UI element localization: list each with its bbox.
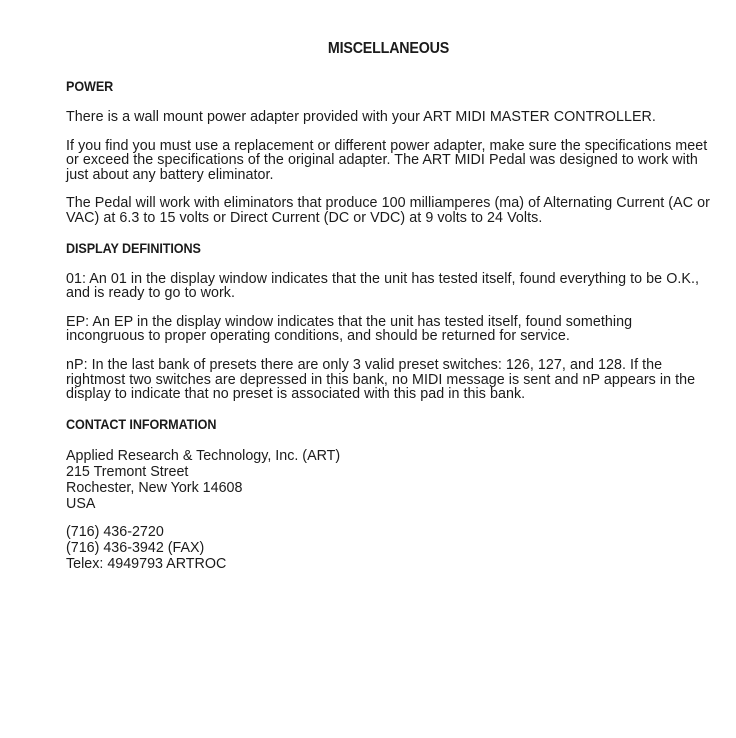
display-definition-np: nP: In the last bank of presets there are only 3 valid preset switches: 126, 127, and 128. If the rightmost two switches are depressed in this bank, no MIDI message is sent and nP appears in the display to indicate that no preset is associated with this pad in this bank. bbox=[66, 356, 696, 403]
contact-address bbox=[66, 448, 711, 512]
address-line: USA bbox=[66, 495, 96, 512]
power-section bbox=[66, 78, 711, 226]
document-page bbox=[66, 40, 711, 584]
contact-section bbox=[66, 416, 711, 572]
address-line: Rochester, New York 14608 bbox=[66, 479, 243, 496]
address-line: Applied Research & Technology, Inc. (ART) bbox=[66, 447, 341, 464]
page-title: MISCELLANEOUS bbox=[327, 40, 450, 57]
telex-line: Telex: 4949793 ARTROC bbox=[66, 555, 227, 572]
display-definition-ep: EP: An EP in the display window indicates that the unit has tested itself, found something incongruous to proper operating conditions, and should be returned for service. bbox=[66, 313, 633, 345]
display-definitions-section bbox=[66, 240, 711, 402]
power-paragraph: If you find you must use a replacement or different power adapter, make sure the specifications meet or exceed the specifications of the original adapter. The ART MIDI Pedal was designed to work with just about any battery eliminator. bbox=[66, 137, 708, 183]
power-heading: POWER bbox=[66, 78, 114, 94]
contact-phones bbox=[66, 524, 711, 572]
fax-line: (716) 436-3942 (FAX) bbox=[66, 539, 205, 556]
display-definition-01: 01: An 01 in the display window indicates that the unit has tested itself, found everything to be O.K., and is ready to go to work. bbox=[66, 270, 700, 302]
display-definitions-heading: DISPLAY DEFINITIONS bbox=[66, 239, 201, 256]
power-paragraph: The Pedal will work with eliminators that produce 100 milliamperes (ma) of Alternating Current (AC or VAC) at 6.3 to 15 volts or Direct Current (DC or VDC) at 9 volts to 24 Volts. bbox=[66, 195, 710, 226]
address-line: 215 Tremont Street bbox=[66, 463, 189, 480]
power-paragraph: There is a wall mount power adapter provided with your ART MIDI MASTER CONTROLLER. bbox=[66, 109, 656, 125]
phone-line: (716) 436-2720 bbox=[66, 523, 164, 540]
contact-heading: CONTACT INFORMATION bbox=[66, 415, 217, 432]
